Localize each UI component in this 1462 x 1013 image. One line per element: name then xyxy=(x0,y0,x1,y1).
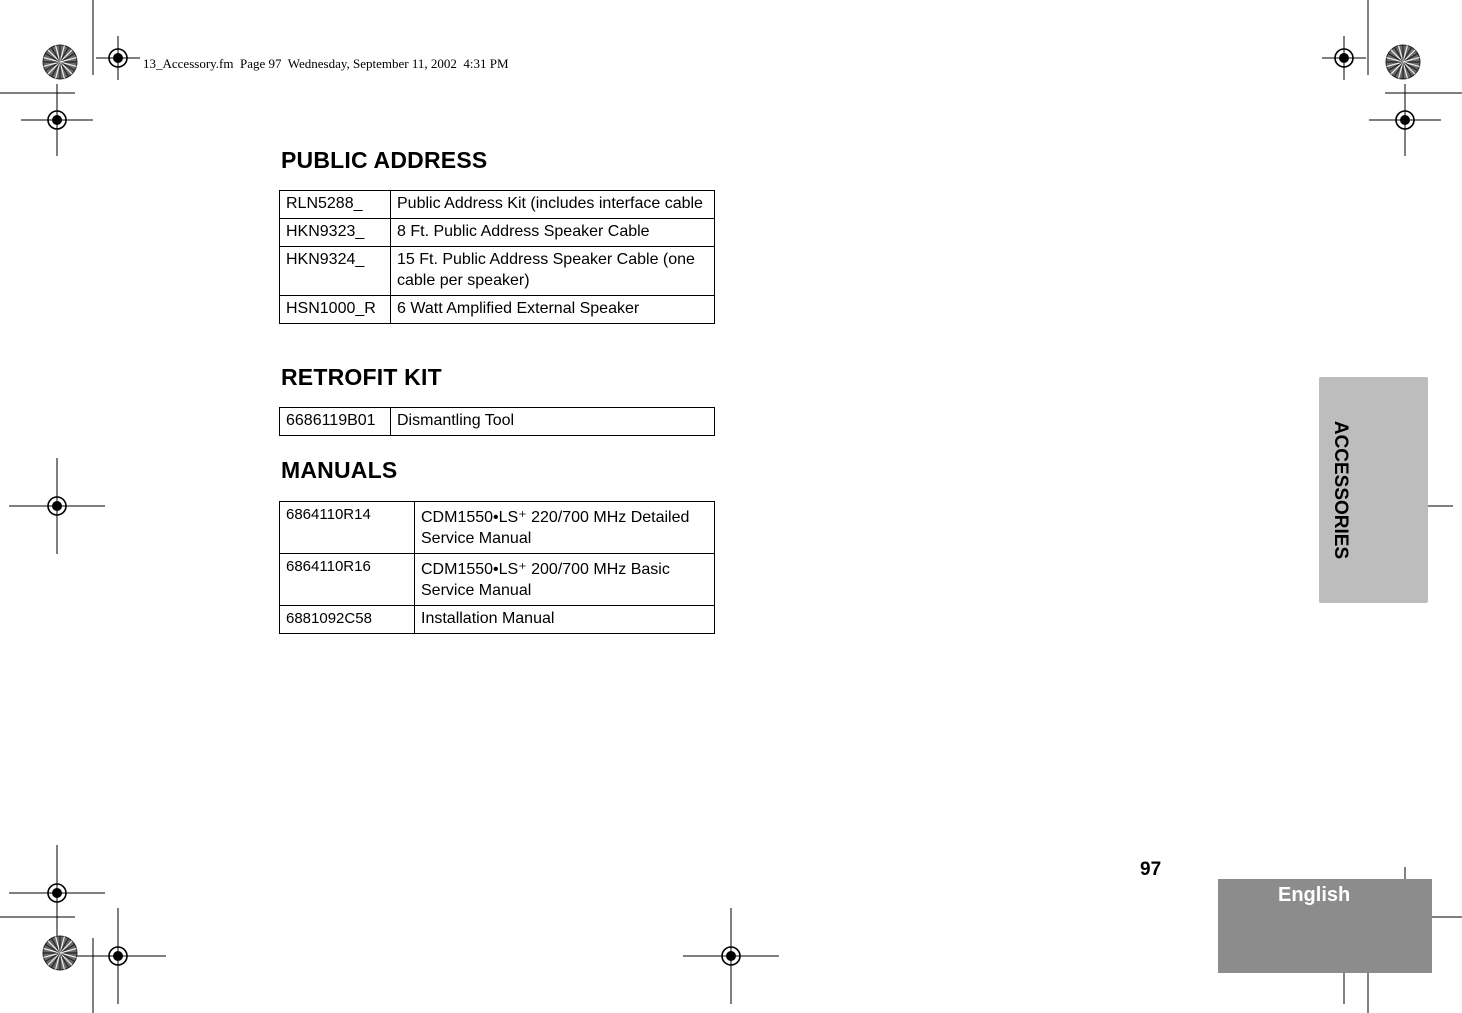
table-row xyxy=(280,408,715,436)
part-number: HSN1000_R xyxy=(280,296,391,324)
file-info-header: 13_Accessory.fm Page 97 Wednesday, September 11, 2002 4:31 PM xyxy=(143,56,509,71)
part-number: 6864110R14 xyxy=(280,502,415,554)
part-number: 6881092C58 xyxy=(280,606,415,634)
section-title-public-address: PUBLIC ADDRESS xyxy=(281,147,488,173)
color-target-icon xyxy=(43,936,77,970)
part-number: HKN9323_ xyxy=(280,219,391,247)
registration-mark-icon xyxy=(21,84,93,156)
registration-mark-icon xyxy=(683,908,779,1004)
part-number: 6686119B01 xyxy=(280,408,391,436)
part-description: Installation Manual xyxy=(415,606,715,634)
table-row xyxy=(280,502,715,554)
part-number: 6864110R16 xyxy=(280,554,415,606)
public-address-table xyxy=(279,190,715,324)
registration-mark-icon xyxy=(1369,84,1441,156)
table-row xyxy=(280,606,715,634)
section-title-manuals: MANUALS xyxy=(281,457,398,483)
table-row xyxy=(280,554,715,606)
part-description: CDM1550•LS⁺ 200/700 MHz Basic Service Manual xyxy=(415,554,715,606)
table-row xyxy=(280,191,715,219)
registration-mark-icon xyxy=(70,908,166,1004)
part-description: Public Address Kit (includes interface cable xyxy=(391,191,715,219)
part-description: 15 Ft. Public Address Speaker Cable (one cable per speaker) xyxy=(391,247,715,296)
registration-mark-icon xyxy=(96,36,140,80)
section-title-retrofit-kit: RETROFIT KIT xyxy=(281,364,442,390)
part-description: 6 Watt Amplified External Speaker xyxy=(391,296,715,324)
color-target-icon xyxy=(1386,45,1420,79)
registration-mark-icon xyxy=(1322,36,1366,80)
part-description: CDM1550•LS⁺ 220/700 MHz Detailed Service Manual xyxy=(415,502,715,554)
table-row xyxy=(280,219,715,247)
registration-mark-icon xyxy=(9,845,105,941)
accessories-tab-label: ACCESSORIES xyxy=(1330,420,1351,560)
part-description: 8 Ft. Public Address Speaker Cable xyxy=(391,219,715,247)
page-number: 97 xyxy=(1140,859,1162,880)
manuals-table xyxy=(279,501,715,634)
part-number: RLN5288_ xyxy=(280,191,391,219)
language-tab-label: English xyxy=(1278,884,1351,906)
color-target-icon xyxy=(43,45,77,79)
retrofit-kit-table xyxy=(279,407,715,436)
table-row xyxy=(280,296,715,324)
table-row xyxy=(280,247,715,296)
part-number: HKN9324_ xyxy=(280,247,391,296)
registration-mark-icon xyxy=(9,458,105,554)
part-description: Dismantling Tool xyxy=(391,408,715,436)
